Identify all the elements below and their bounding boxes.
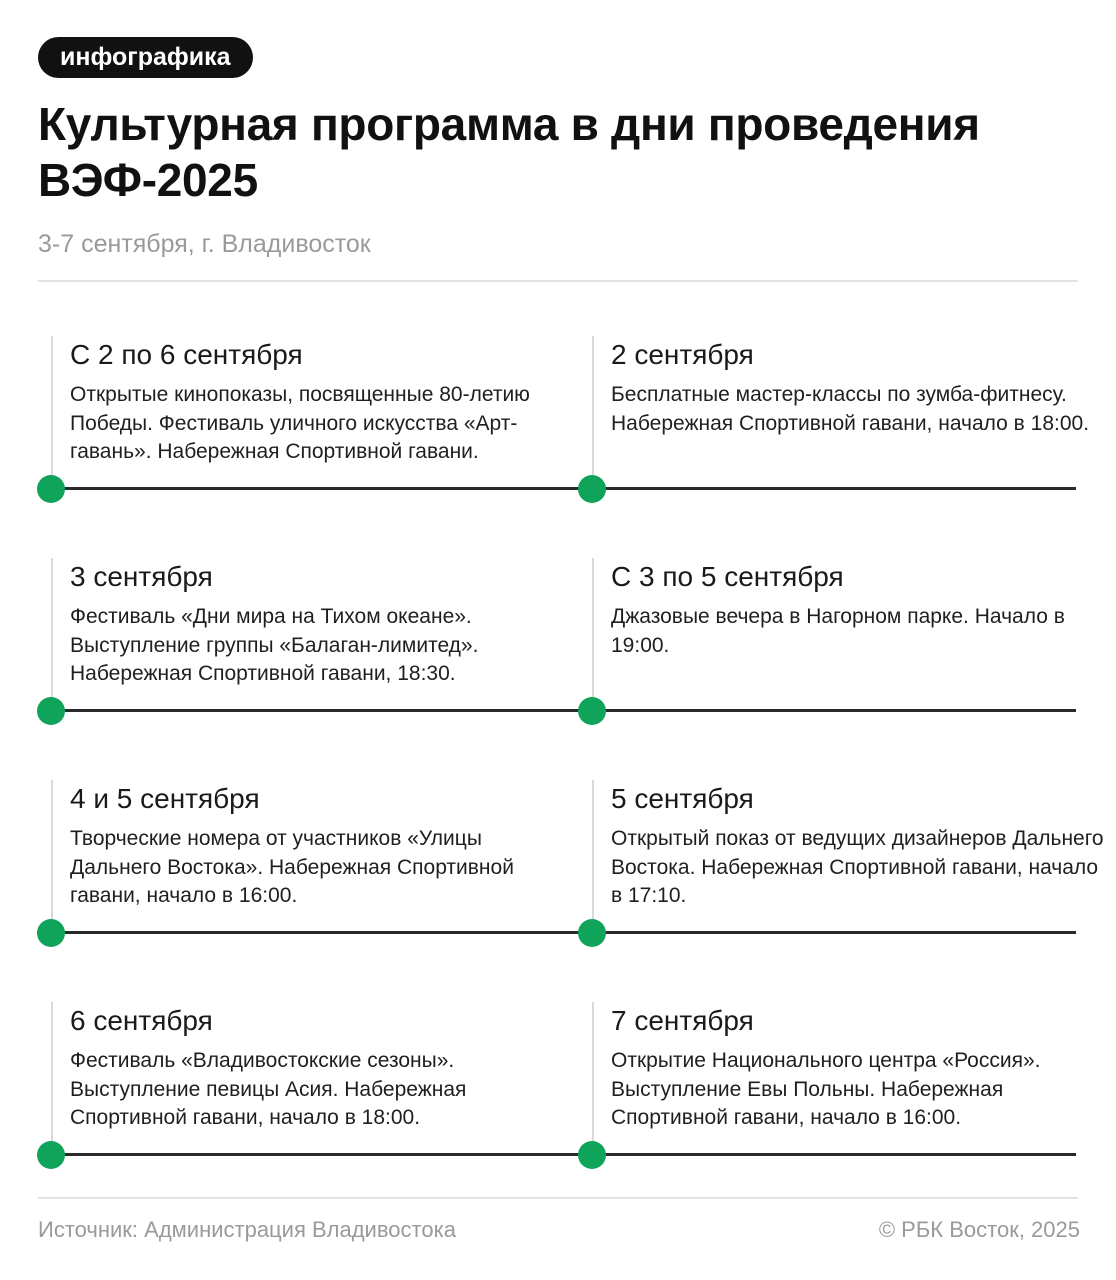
timeline-horizontal-line <box>51 1153 592 1156</box>
timeline-dot-icon <box>37 475 65 503</box>
header-divider <box>38 280 1078 282</box>
event-description: Открытие Национального центра «Россия». Выступление Евы Польны. Набережная Спортивной гавани, начало в 16:00. <box>611 1049 1041 1129</box>
timeline-dot-icon <box>578 697 606 725</box>
event-date: 4 и 5 сентября <box>70 783 260 814</box>
page-title: Культурная программа в дни проведения ВЭФ-2025 <box>38 98 980 206</box>
infographic-badge: инфографика <box>38 37 253 78</box>
timeline-dot-icon <box>578 919 606 947</box>
timeline-dot-icon <box>37 919 65 947</box>
timeline-dot-icon <box>37 1141 65 1169</box>
event-date: 5 сентября <box>611 783 754 814</box>
timeline-horizontal-line <box>51 931 592 934</box>
event-date: 7 сентября <box>611 1005 754 1036</box>
timeline-vertical-line <box>592 1002 594 1154</box>
timeline-horizontal-line <box>592 1153 1076 1156</box>
timeline-vertical-line <box>51 558 53 710</box>
event-date: С 3 по 5 сентября <box>611 561 844 592</box>
event-description: Бесплатные мастер-классы по зумба-фитнесу. Набережная Спортивной гавани, начало в 18:00. <box>611 383 1090 435</box>
timeline-horizontal-line <box>592 709 1076 712</box>
timeline-horizontal-line <box>51 487 592 490</box>
event-item <box>611 558 1111 660</box>
timeline-dot-icon <box>578 1141 606 1169</box>
timeline-vertical-line <box>592 780 594 932</box>
event-item <box>70 1002 570 1133</box>
event-description: Открытый показ от ведущих дизайнеров Дальнего Востока. Набережная Спортивной гавани, начало в 17:10. <box>611 827 1104 907</box>
event-description: Творческие номера от участников «Улицы Дальнего Востока». Набережная Спортивной гавани, начало в 16:00. <box>70 827 514 907</box>
source-note: Источник: Администрация Владивостока <box>38 1217 456 1242</box>
event-description: Фестиваль «Дни мира на Тихом океане». Выступление группы «Балаган-лимитед». Набережная Спортивной гавани, 18:30. <box>70 605 479 685</box>
timeline-dot-icon <box>37 697 65 725</box>
event-date: С 2 по 6 сентября <box>70 339 303 370</box>
event-item <box>611 1002 1111 1133</box>
timeline-vertical-line <box>51 1002 53 1154</box>
event-item <box>70 336 570 467</box>
timeline-vertical-line <box>51 780 53 932</box>
timeline-horizontal-line <box>592 487 1076 490</box>
event-description: Фестиваль «Владивостокские сезоны». Выступление певицы Асия. Набережная Спортивной гавани, начало в 18:00. <box>70 1049 467 1129</box>
event-item <box>611 780 1111 911</box>
footer-divider <box>38 1197 1078 1199</box>
timeline-vertical-line <box>592 558 594 710</box>
timeline-horizontal-line <box>51 709 592 712</box>
event-description: Джазовые вечера в Нагорном парке. Начало в 19:00. <box>611 605 1065 657</box>
event-date: 6 сентября <box>70 1005 213 1036</box>
event-item <box>611 336 1111 438</box>
timeline-horizontal-line <box>592 931 1076 934</box>
copyright-note: © РБК Восток, 2025 <box>878 1217 1080 1242</box>
page-subtitle: 3-7 сентября, г. Владивосток <box>38 230 371 258</box>
event-item <box>70 558 570 689</box>
event-date: 3 сентября <box>70 561 213 592</box>
timeline-vertical-line <box>592 336 594 488</box>
event-date: 2 сентября <box>611 339 754 370</box>
event-description: Открытые кинопоказы, посвященные 80-летию Победы. Фестиваль уличного искусства «Арт-гавань». Набережная Спортивной гавани. <box>70 383 530 463</box>
event-item <box>70 780 570 911</box>
timeline-vertical-line <box>51 336 53 488</box>
timeline-dot-icon <box>578 475 606 503</box>
